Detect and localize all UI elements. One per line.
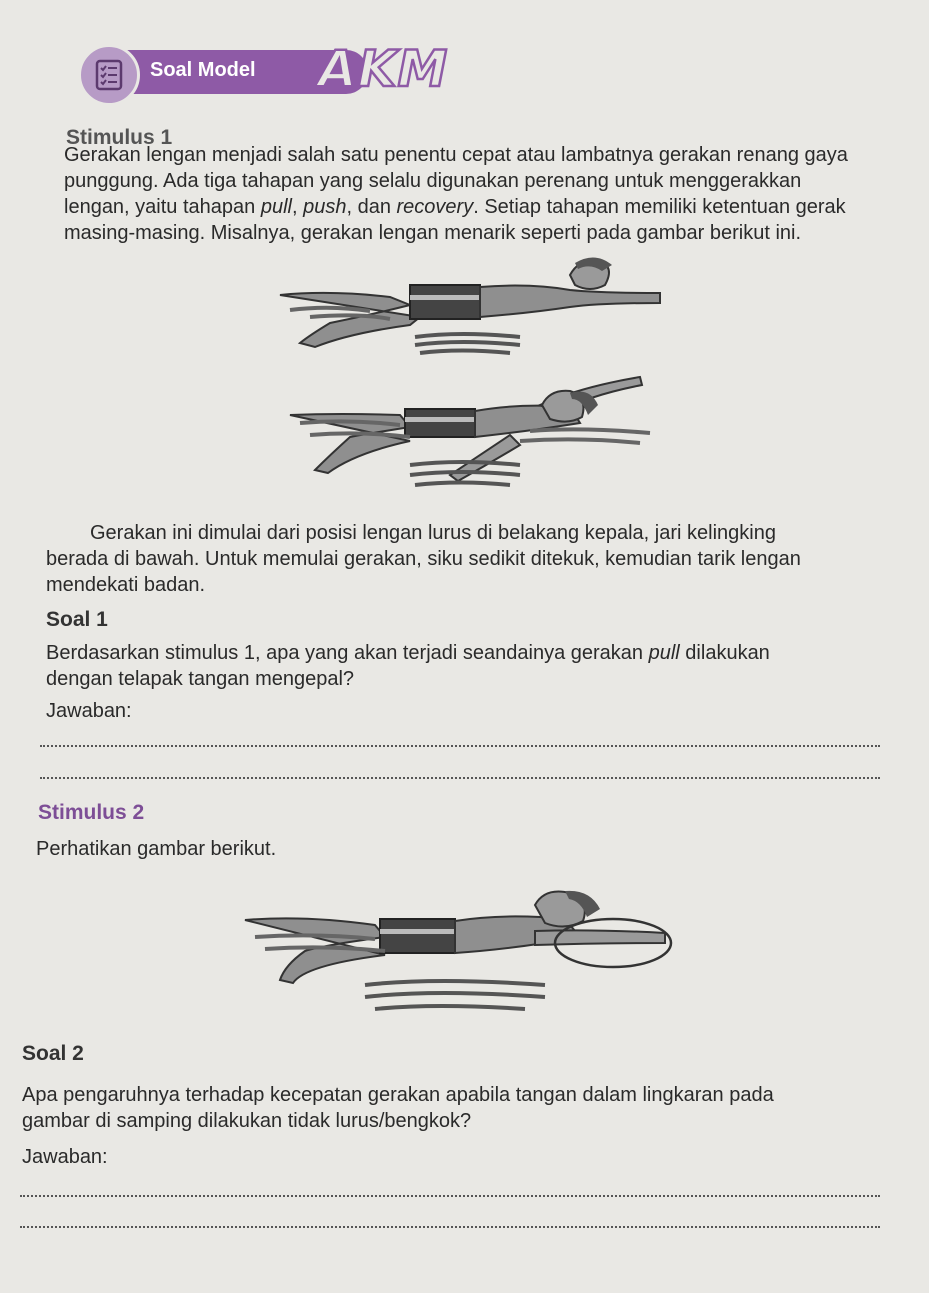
explanation-line-3: mendekati badan.: [46, 574, 206, 596]
soal2-answer-label: Jawaban:: [22, 1146, 108, 1168]
soal2-line-1: Apa pengaruhnya terhadap kecepatan gerakan apabila tangan dalam lingkaran pada: [22, 1084, 774, 1106]
akm-logo: AKM: [318, 40, 449, 98]
stimulus1-line-4: masing-masing. Misalnya, gerakan lengan menarik seperti pada gambar berikut ini.: [64, 222, 802, 244]
stimulus1-explanation: [46, 520, 880, 598]
soal2-question: [22, 1082, 880, 1134]
header-banner: [78, 40, 448, 106]
soal1-line-1: Berdasarkan stimulus 1, apa yang akan terjadi seandainya gerakan pull dilakukan: [46, 642, 770, 664]
soal1-answer-label: Jawaban:: [46, 700, 132, 722]
stimulus1-line-1: Gerakan lengan menjadi salah satu penentu cepat atau lambatnya gerakan renang gaya: [64, 144, 848, 166]
swimmer-illustration-2: [280, 375, 680, 495]
explanation-line-1: Gerakan ini dimulai dari posisi lengan lurus di belakang kepala, jari kelingking: [90, 522, 776, 544]
soal1-title: Soal 1: [46, 608, 108, 631]
header-label: Soal Model: [150, 59, 256, 81]
soal2-answer-line-2[interactable]: [20, 1226, 880, 1228]
swimmer-illustration-1: [270, 255, 670, 360]
stimulus1-title: Stimulus 1: [66, 126, 173, 149]
soal2-title: Soal 2: [22, 1042, 84, 1065]
stimulus1-text: [64, 142, 879, 246]
stimulus1-line-3: lengan, yaitu tahapan pull, push, dan recovery. Setiap tahapan memiliki ketentuan gerak: [64, 196, 846, 218]
stimulus2-title: Stimulus 2: [38, 801, 145, 824]
explanation-line-2: berada di bawah. Untuk memulai gerakan, siku sedikit ditekuk, kemudian tarik lengan: [46, 548, 801, 570]
stimulus2-text: Perhatikan gambar berikut.: [36, 838, 277, 860]
swimmer-illustration-3: [235, 885, 685, 1035]
soal1-line-2: dengan telapak tangan mengepal?: [46, 668, 355, 690]
soal1-question: [46, 640, 880, 692]
checklist-icon: [78, 44, 140, 106]
soal2-answer-line-1[interactable]: [20, 1195, 880, 1197]
soal2-line-2: gambar di samping dilakukan tidak lurus/bengkok?: [22, 1110, 472, 1132]
soal1-answer-line-1[interactable]: [40, 745, 880, 747]
soal1-answer-line-2[interactable]: [40, 777, 880, 779]
stimulus1-line-2: punggung. Ada tiga tahapan yang selalu digunakan perenang untuk menggerakkan: [64, 170, 802, 192]
